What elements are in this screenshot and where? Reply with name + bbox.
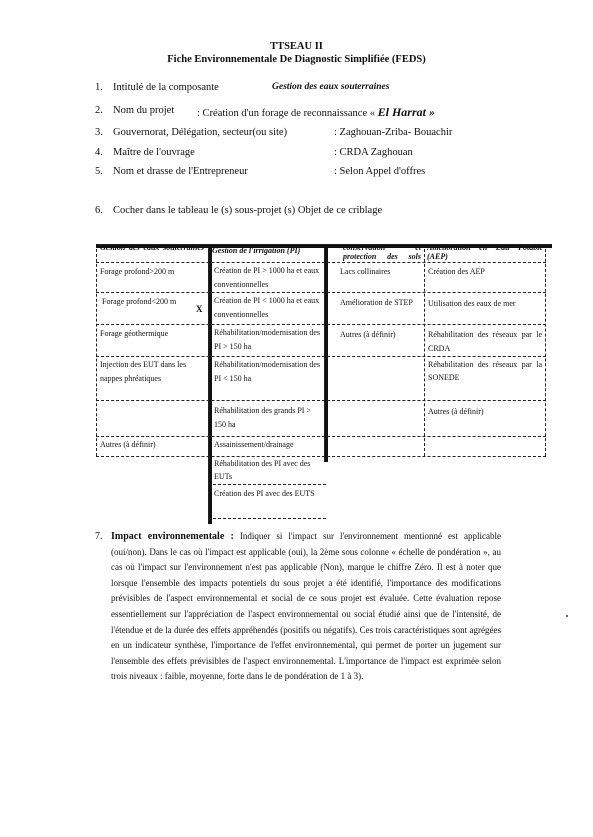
col2-item-1: Création de PI > 1000 ha et eaux conventionnelles <box>214 266 320 289</box>
header-aep: Amélioration en Eau Potable (AEP) <box>427 243 543 261</box>
section-7-number: 7. <box>95 531 103 542</box>
item-6-label: Cocher dans le tableau le (s) sous-projet (s) Objet de ce criblage <box>113 205 383 216</box>
item-4-value: : CRDA Zaghouan <box>334 147 413 158</box>
col4-item-3: Réhabilitation des réseaux par le CRDA <box>428 330 542 353</box>
col4-item-4: Réhabilitation des réseaux par la SONEDE <box>428 360 542 382</box>
item-2-label: Nom du projet <box>113 105 175 116</box>
item-5-label: Nom et drasse de l'Entrepreneur <box>113 166 248 177</box>
col3-item-1: Lacs collinaires <box>340 267 391 276</box>
col2-item-5: Réhabilitation des grands PI > 150 ha <box>214 406 311 429</box>
header-conservation-sols: conservation et protection des sols <box>343 243 421 261</box>
col3-item-2: Amélioration de STEP <box>340 298 413 307</box>
item-1-number: 1. <box>95 82 103 93</box>
col1-item-1: Forage profond>200 m <box>100 267 175 276</box>
item-2-number: 2. <box>95 105 103 116</box>
item-4-number: 4. <box>95 147 103 158</box>
document-title: TTSEAU II <box>270 41 323 52</box>
item-2-value-highlight: El Harrat » <box>377 105 435 119</box>
item-6-number: 6. <box>95 205 103 216</box>
section-7-paragraph <box>111 529 501 685</box>
col4-item-5: Autres (à définir) <box>428 407 484 416</box>
item-1-value: Gestion des eaux souterraines <box>272 82 390 92</box>
item-3-label: Gouvernorat, Délégation, secteur(ou site) <box>113 127 288 138</box>
item-3-value: : Zaghouan-Zriba- Bouachir <box>334 127 453 138</box>
col1-item-2: Forage profond<200 m <box>102 297 177 306</box>
stray-mark <box>566 615 568 617</box>
col4-item-2: Utilisation des eaux de mer <box>428 299 516 308</box>
item-3-number: 3. <box>95 127 103 138</box>
col2-item-4: Réhabilitation/modernisation des PI < 150 ha <box>214 360 320 383</box>
col2-item-2: Création de PI < 1000 ha et eaux conventionnelles <box>214 296 320 319</box>
checkbox-mark-forage: X <box>196 304 203 314</box>
item-1-label: Intitulé de la composante <box>113 82 219 93</box>
col2-item-3: Réhabilitation/modernisation des PI > 150 ha <box>214 328 320 351</box>
col4-item-1: Création des AEP <box>428 267 485 276</box>
section-7-text: Indiquer si l'impact sur l'environnement mentionné est applicable (oui/non). Dans le cas où l'impact est applicable (oui), la 2ème sous colonne « échelle de pondération », au cas où l'impact sur l'environnement n'est pas applicable (Non), marque le chiffre Zéro. Il est à noter que lorsque l'ensemble des impacts potentiels du sous projet a été identifié, l'importance des modifications prévisibles de l'aspect environnemental et social de ce sous projet est évaluée. Cette évaluation repose essentiellement sur l'appréciation de l'aspect environnemental ou social étudié ainsi que de l'intensité, de l'étendue et de la durée des effets appréhendés (positifs ou négatifs). Ces trois caractéristiques sont agrégées en un indicateur synthèse, l'importance de l'effet environnemental, qui permet de porter un jugement sur l'ensemble des effets prévisibles de l'aspect environnemental. L'importance de l'impact est exprimée selon trois niveaux : faible, moyenne, forte dans le de pondération de 1 à 3). <box>111 531 502 682</box>
item-2-value <box>197 105 435 120</box>
header-gestion-irrigation: Gestion de l'irrigation (PI) <box>212 246 301 255</box>
item-4-label: Maître de l'ouvrage <box>113 147 195 158</box>
item-2-value-prefix: : Création d'un forage de reconnaissance « <box>197 108 375 119</box>
col1-item-5: Autres (à définir) <box>100 440 156 449</box>
col1-item-4: Injection des EUT dans les nappes phréatiques <box>100 360 187 383</box>
col2-item-7: Réhabilitation des PI avec des EUTs <box>214 459 311 481</box>
item-5-value: : Selon Appel d'offres <box>334 166 426 177</box>
col2-item-6: Assainissement/drainage <box>214 440 294 449</box>
subproject-table <box>96 244 546 518</box>
section-7-heading: Impact environnementale : <box>111 531 234 542</box>
col1-item-3: Forage géothermique <box>100 329 169 338</box>
header-gestion-eaux: Gestion des eaux souterraines <box>100 243 204 252</box>
col3-item-3: Autres (à définir) <box>340 330 396 339</box>
col2-item-8: Création des PI avec des EUTS <box>214 489 315 498</box>
document-subtitle: Fiche Environnementale De Diagnostic Simplifiée (FEDS) <box>167 54 426 65</box>
item-5-number: 5. <box>95 166 103 177</box>
